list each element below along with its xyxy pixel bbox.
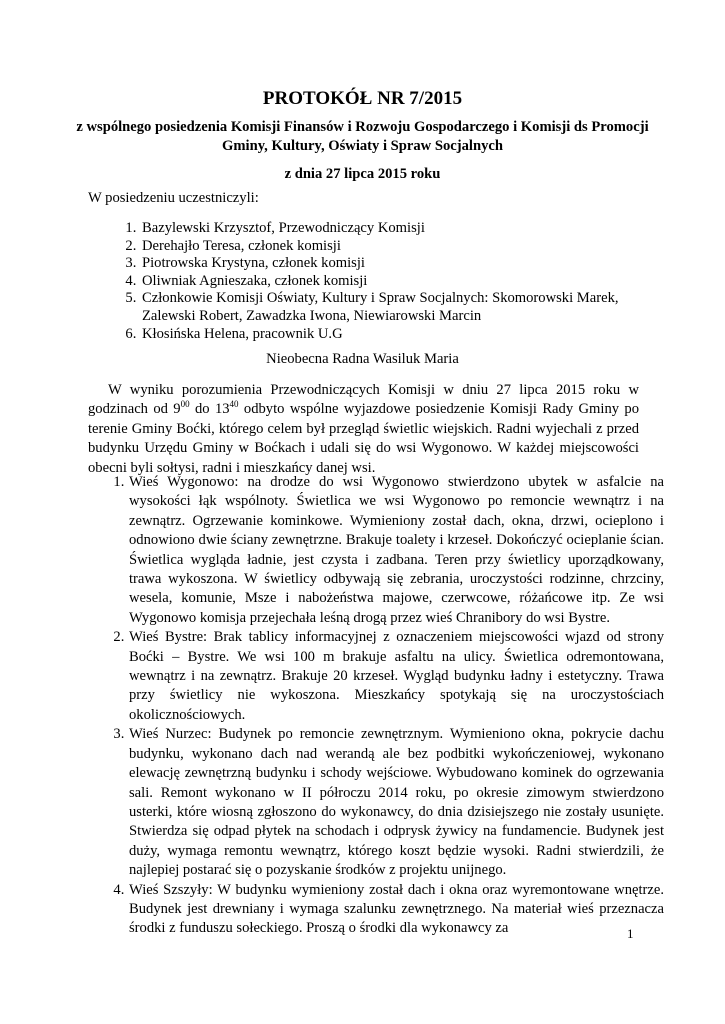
page-number: 1: [627, 926, 634, 941]
participants-list: [113, 220, 640, 343]
list-item: 2. Derehajło Teresa, członek komisji: [140, 238, 640, 256]
list-item: 4. Oliwniak Agnieszaka, członek komisji: [140, 273, 640, 291]
list-item: 1. Bazylewski Krzysztof, Przewodniczący Komisji: [140, 220, 640, 238]
intro-text-2: do 13: [189, 401, 230, 418]
intro-text-1: W wyniku porozumienia Przewodniczących Komisji w dniu 27 lipca 2015 roku w godzinach od 9: [88, 382, 639, 418]
time-superscript-end: 40: [229, 399, 239, 410]
list-item: 5. Członkowie Komisji Oświaty, Kultury i Spraw Socjalnych: Skomorowski Marek, Zalewski Robert, Zawadzka Iwona, Niewiarowski Marcin: [140, 290, 640, 325]
absent-note: Nieobecna Radna Wasiluk Maria: [266, 351, 459, 367]
village-item-wygonowo: 1. Wieś Wygonowo: na drodze do wsi Wygonowo stwierdzono ubytek w asfalcie na wysokości łąk wspólnoty. Świetlica we wsi Wygonowo po remoncie wewnątrz i na zewnątrz. Ogrzewanie kominkowe. Wymieniony został dach, okna, drzwi, ocieplono i odnowiono dwie ściany zewnętrzne. Brakuje toalety i krzeseł. Dokończyć ocieplanie ścian. Świetlica wygląda ładnie, jest czysta i zadbana. Teren przy świetlicy uporządkowany, trawa wykoszona. W świetlicy odbywają się zebrania, uroczystości rodzinne, chrzciny, wesela, komunie, Msze i nabożeństwa majowe, czerwcowe, różańcowe itp. Ze wsi Wygonowo komisja przejechała leśną drogą przez wieś Chranibory do wsi Bystre.: [128, 473, 664, 628]
list-item: 6. Kłosińska Helena, pracownik U.G: [140, 326, 640, 344]
list-item: 3. Piotrowska Krystyna, członek komisji: [140, 255, 640, 273]
intro-paragraph: [88, 381, 639, 478]
villages-list: [103, 473, 664, 939]
participants-intro: W posiedzeniu uczestniczyli:: [88, 190, 259, 206]
document-subtitle: z wspólnego posiedzenia Komisji Finansów i Rozwoju Gospodarczego i Komisji ds Promocji Gminy, Kultury, Oświaty i Spraw Socjalnych: [76, 119, 649, 154]
intro-text-3: odbyto wspólne wyjazdowe posiedzenie Komisji Rady Gminy po terenie Gminy Boćki, którego celem był przegląd świetlic wiejskich. Radni wyjechali z przed budynku Urzędu Gminy w Boćkach i udali się do wsi Wygonowo. W każdej miejscowości obecni byli sołtysi, radni i mieszkańcy danej wsi.: [88, 401, 639, 476]
village-item-bystre: 2. Wieś Bystre: Brak tablicy informacyjnej z oznaczeniem miejscowości wjazd od strony Boćki – Bystre. We wsi 100 m brakuje asfaltu na ulicy. Świetlica odremontowana, wewnątrz i na zewnątrz. Brakuje 20 krzeseł. Wygląd budynku ładny i estetyczny. Trawa przy świetlicy nie wykoszona. Mieszkańcy spotykają się na uroczystościach okolicznościowych.: [128, 628, 664, 725]
village-item-nurzec: 3. Wieś Nurzec: Budynek po remoncie zewnętrznym. Wymieniono okna, pokrycie dachu budynku, wykonano dach nad werandą ale bez podbitki wykończeniowej, wykonano elewację zewnętrzną budynku i schody wejściowe. Wybudowano kominek do ogrzewania sali. Remont wykonano w II półroczu 2014 roku, po okresie zimowym stwierdzono usterki, które wiosną zgłoszono do wykonawcy, do dnia dzisiejszego nie zostały usunięte. Stwierdza się odpad płytek na schodach i odprysk żywicy na fundamencie. Budynek jest duży, wymaga remontu wewnątrz, którego koszt będzie wysoki. Radni stwierdzili, że najlepiej postarać się o pozyskanie środków z projektu unijnego.: [128, 725, 664, 880]
village-item-szszyly: 4. Wieś Szszyły: W budynku wymieniony został dach i okna oraz wyremontowane wnętrze. Budynek jest drewniany i wymaga szalunku zewnętrznego. Na materiał wieś przeznacza środki z funduszu sołeckiego. Proszą o środki dla wykonawcy za: [128, 881, 664, 939]
time-superscript-start: 00: [180, 399, 190, 410]
document-title: PROTOKÓŁ NR 7/2015: [262, 88, 463, 109]
document-date: z dnia 27 lipca 2015 roku: [284, 166, 441, 182]
